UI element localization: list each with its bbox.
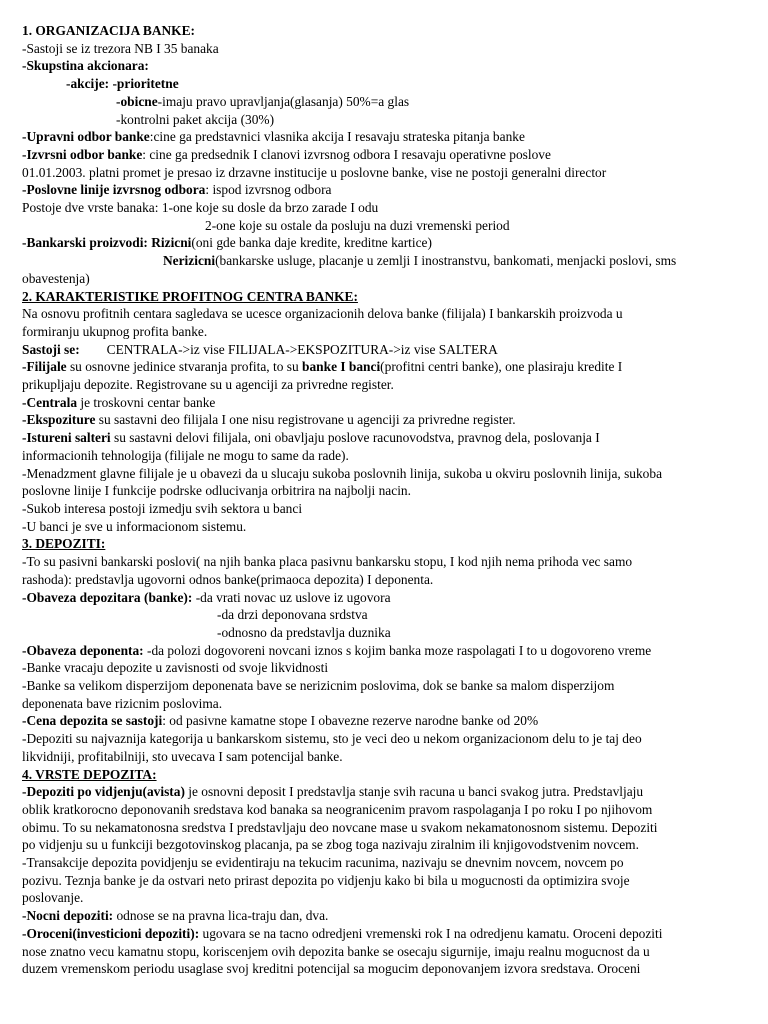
- text-line: [22, 93, 746, 111]
- text-run: : od pasivne kamatne stope I obavezne rezerve narodne banke od 20%: [162, 713, 539, 729]
- text-line: duzem vremenskom periodu usaglase svoj kreditni potencijal sa mogucim deponovanjem izvora sredstava. Oroceni: [22, 961, 641, 977]
- text-line: -To su pasivni bankarski poslovi( na njih banka placa pasivnu bankarsku stopu, I kod njih nema prihoda vec samo: [22, 554, 633, 570]
- heading-karakteristike: 2. KARAKTERISTIKE PROFITNOG CENTRA BANKE:: [22, 288, 358, 304]
- text-line: 2-one koje su ostale da posluju na duzi vremenski period: [205, 217, 510, 233]
- text-line: [22, 925, 746, 943]
- bold-term: -Ekspoziture: [22, 412, 96, 428]
- bold-term: -Obaveza deponenta:: [22, 642, 144, 658]
- text-line: deponenata bave rizicnim poslovima.: [22, 695, 223, 711]
- bold-term: -Oroceni(investicioni depoziti):: [22, 925, 200, 941]
- text-line: -Sastoji se iz trezora NB I 35 banaka: [22, 40, 219, 56]
- heading-vrste-depozita: 4. VRSTE DEPOZITA:: [22, 766, 157, 782]
- bold-term: -Izvrsni odbor banke: [22, 146, 143, 162]
- text-line: -kontrolni paket akcija (30%): [116, 111, 275, 127]
- text-run: : cine ga predsednik I clanovi izvrsnog odbora I resavaju operativne poslove: [142, 146, 551, 162]
- text-line: formiranju ukupnog profita banke.: [22, 323, 208, 339]
- text-run: : ispod izvrsnog odbora: [205, 182, 332, 198]
- bold-term: -Cena depozita se sastoji: [22, 713, 163, 729]
- text-line: 01.01.2003. platni promet je presao iz drzavne institucije u poslovne banke, vise ne postoji generalni director: [22, 164, 607, 180]
- text-line: [22, 358, 746, 376]
- text-line: -Banke sa velikom disperzijom deponenata bave se nerizicnim poslovima, dok se banke sa malom disperzijom: [22, 678, 615, 694]
- text-run: su sastavni delovi filijala, oni obavljaju poslove racunovodstva, pravnog dela, poslovanja I: [110, 430, 600, 446]
- bold-term: -Obaveza depozitara (banke):: [22, 589, 193, 605]
- bold-term: : Rizicni: [143, 235, 192, 251]
- bold-term: -Istureni salteri: [22, 430, 111, 446]
- text-line: -U banci je sve u informacionom sistemu.: [22, 518, 247, 534]
- text-run: :cine ga predstavnici vlasnika akcija I resavaju strateska pitanja banke: [149, 129, 525, 145]
- text-run: (bankarske usluge, placanje u zemlji I inostranstvu, bankomati, menjacki poslovi, sms: [215, 253, 677, 269]
- text-run: (profitni centri banke), one plasiraju kredite I: [380, 359, 623, 375]
- bold-term: -Centrala: [22, 394, 78, 410]
- bold-term: Sastoji se:: [22, 341, 80, 357]
- text-run: su osnovne jedinice stvaranja profita, to su: [66, 359, 303, 375]
- text-line: [22, 907, 746, 925]
- heading-organizacija-banke: 1. ORGANIZACIJA BANKE:: [22, 23, 195, 38]
- bold-term: -Poslovne linije izvrsnog odbora: [22, 182, 206, 198]
- text-line: Postoje dve vrste banaka: 1-one koje su dosle da brzo zarade I odu: [22, 200, 379, 216]
- text-line: [22, 234, 746, 252]
- text-line: [22, 429, 746, 447]
- text-line: [22, 589, 746, 607]
- text-line: [22, 712, 746, 730]
- text-line: [22, 128, 746, 146]
- text-line: Na osnovu profitnih centara sagledava se ucesce organizacionih delova banke (filijala) I bankarskih proizvoda u: [22, 306, 623, 322]
- text-run: CENTRALA->iz vise FILIJALA->EKSPOZITURA->iz vise SALTERA: [106, 341, 498, 357]
- text-line: oblik kratkorocno deponovanih sredstava kod banaka sa neogranicenim pravom raspolaganja I po roku I po njihovom: [22, 801, 653, 817]
- text-line: nose znatno vecu kamatnu stopu, koriscenjem ovih depozita banke se osecaju sigurnije, imaju realnu mogucnost da u: [22, 943, 650, 959]
- text-line: [22, 783, 746, 801]
- bold-term: Nerizicni: [163, 253, 216, 269]
- text-line: obimu. To su nekamatonosna sredstva I predstavljaju deo novcane mase u svakom nekamatonosnom sistemu. Depoziti: [22, 819, 658, 835]
- heading-depoziti: 3. DEPOZITI:: [22, 536, 106, 552]
- text-line: -Menadzment glavne filijale je u obavezi da u slucaju sukoba poslovnih linija, sukoba u okviru poslovnih linija, sukoba: [22, 465, 663, 481]
- text-line: [22, 181, 746, 199]
- text-line: rashoda): predstavlja ugovorni odnos banke(primaoca depozita) I deponenta.: [22, 571, 434, 587]
- text-line: -Skupstina akcionara:: [22, 58, 149, 74]
- text-line: [22, 341, 746, 359]
- bold-term: -Bankarski proizvodi: [22, 235, 144, 251]
- text-line: [22, 642, 746, 660]
- text-line: poslovanje.: [22, 890, 84, 906]
- text-line: obavestenja): [22, 270, 90, 286]
- bold-term: -obicne: [116, 93, 158, 109]
- text-line: -Depoziti su najvaznija kategorija u bankarskom sistemu, sto je veci deo u nekom organizacionom delu to je taj deo: [22, 731, 642, 747]
- text-run: (oni gde banka daje kredite, kreditne kartice): [191, 235, 432, 251]
- bold-term: banke I banci: [302, 359, 381, 375]
- text-run: su sastavni deo filijala I one nisu registrovane u agenciji za privredne register.: [95, 412, 516, 428]
- text-line: -da drzi deponovana srdstva: [217, 607, 368, 623]
- text-line: likvidniji, profitabilniji, sto uvecava I sam potencijal banke.: [22, 748, 343, 764]
- bold-term: -Nocni depoziti:: [22, 908, 114, 924]
- text-run: -imaju pravo upravljanja(glasanja) 50%=a glas: [157, 93, 410, 109]
- text-line: -Transakcije depozita povidjenju se evidentiraju na tekucim racunima, nazivaju se dnevnim novcem, novcem po: [22, 855, 624, 871]
- text-run: je troskovni centar banke: [77, 394, 216, 410]
- bold-term: -Depoziti po vidjenju(avista): [22, 784, 185, 800]
- text-run: -da polozi dogovoreni novcani iznos s kojim banka moze raspolagati I to u dogovoreno vreme: [143, 642, 652, 658]
- text-line: poslovne linije I funkcije podrske odlucivanja orbitrira na najbolji nacin.: [22, 483, 411, 499]
- bold-term: -Upravni odbor banke: [22, 129, 150, 145]
- text-line: -akcije: -prioritetne: [66, 76, 179, 92]
- text-line: pozivu. Teznja banke je da ostvari neto prirast depozita po vidjenju kako bi bila u mogucnosti da optimizira svoje: [22, 872, 630, 888]
- text-run: ugovara se na tacno odredjeni vremenski rok I na odredjenu kamatu. Oroceni depoziti: [199, 925, 663, 941]
- text-line: -Sukob interesa postoji izmedju svih sektora u banci: [22, 500, 303, 516]
- text-line: po vidjenju su u funkciji bezgotovinskog placanja, pa se zbog toga nazivaju ziralnim ili knjigovodstvenim novcem.: [22, 837, 639, 853]
- text-line: [22, 394, 746, 412]
- text-line: [22, 146, 746, 164]
- text-line: informacionih tehnologija (filijale ne mogu to same da rade).: [22, 447, 349, 463]
- text-line: prikupljaju depozite. Registrovane su u agenciji za privredne register.: [22, 377, 394, 393]
- text-line: [22, 252, 746, 270]
- text-line: -Banke vracaju depozite u zavisnosti od svoje likvidnosti: [22, 660, 329, 676]
- text-line: -odnosno da predstavlja duznika: [217, 624, 391, 640]
- text-run: odnose se na pravna lica-traju dan, dva.: [113, 908, 329, 924]
- bold-term: -Filijale: [22, 359, 67, 375]
- text-line: [22, 411, 746, 429]
- text-run: je osnovni deposit I predstavlja stanje svih racuna u banci svakog jutra. Predstavljaju: [184, 784, 644, 800]
- text-run: -da vrati novac uz uslove iz ugovora: [192, 589, 391, 605]
